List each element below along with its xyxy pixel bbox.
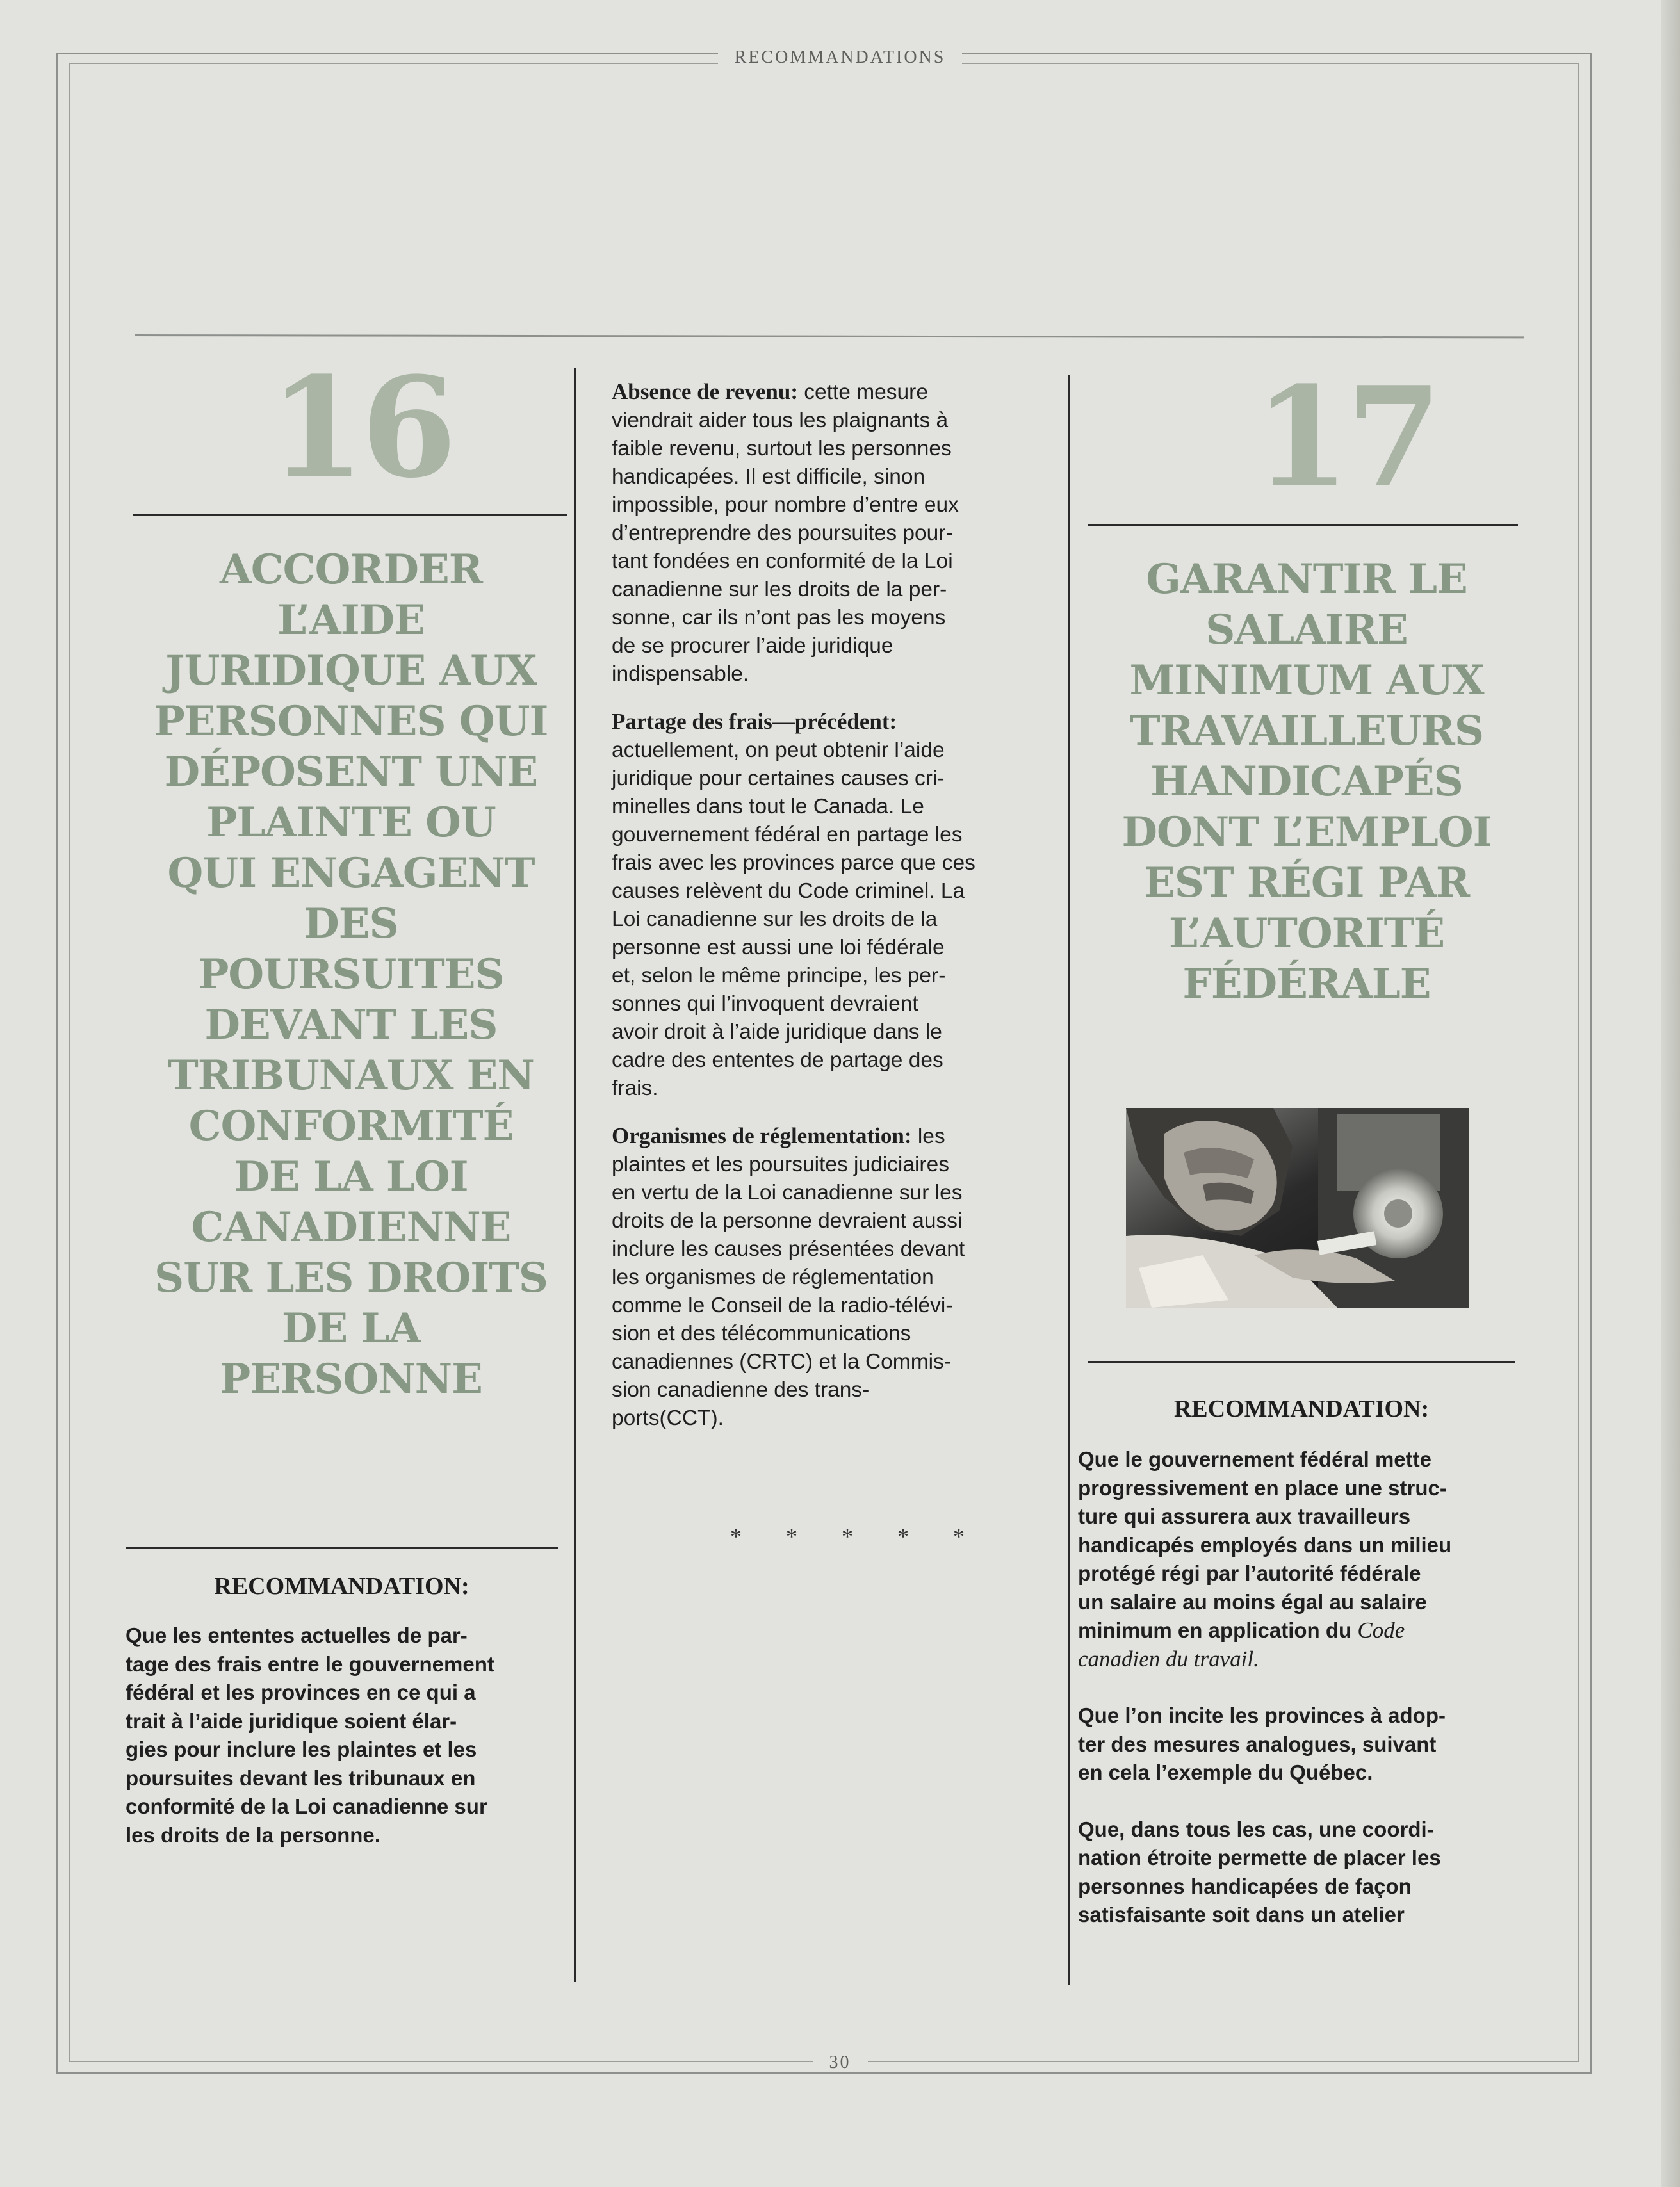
column-divider-left — [574, 368, 576, 1982]
recommendation-line: handicapés employés dans un milieu — [1078, 1533, 1452, 1557]
body-line: de se procurer l’aide juridique — [612, 634, 893, 658]
body-line: actuellement, on peut obtenir l’aide — [612, 738, 945, 762]
body-line: et, selon le même principe, les per- — [612, 964, 946, 988]
body-line: droits de la personne devraient aussi — [612, 1209, 963, 1233]
section-17-rule-bottom — [1088, 1361, 1515, 1363]
headline-line: DE LA — [281, 1305, 421, 1353]
section-16-headline — [114, 544, 588, 1404]
headline-line: DES — [304, 900, 398, 948]
headline-line: QUI ENGAGENT — [167, 849, 535, 897]
headline-line: DONT L’EMPLOI — [1121, 808, 1492, 856]
headline-line: DÉPOSENT UNE — [164, 748, 538, 796]
section-17-number: 17 — [1254, 356, 1439, 518]
recommendation-line: trait à l’aide juridique soient élar- — [126, 1709, 457, 1733]
body-line: frais avec les provinces parce que ces — [612, 851, 975, 875]
section-17-headline — [1076, 554, 1537, 1009]
headline-line: PLAINTE OU — [206, 799, 496, 847]
body-line: viendrait aider tous les plaignants à — [612, 409, 949, 432]
headline-line: ACCORDER — [220, 546, 482, 594]
headline-line: GARANTIR LE — [1146, 555, 1467, 603]
section-17-rule-top — [1088, 524, 1518, 526]
recommendation-line: personnes handicapées de façon — [1078, 1874, 1412, 1898]
headline-line: PERSONNES QUI — [154, 697, 548, 745]
recommendation-line: Que le gouvernement fédéral mette — [1078, 1447, 1431, 1471]
body-line: tant fondées en conformité de la Loi — [612, 549, 953, 573]
headline-line: JURIDIQUE AUX — [165, 647, 537, 695]
headline-line: CANADIENNE — [191, 1203, 511, 1251]
body-line: cadre des ententes de partage des — [612, 1048, 943, 1072]
body-line: les organismes de réglementation — [612, 1265, 934, 1289]
headline-line: DEVANT LES — [204, 1001, 498, 1049]
body-line: personne est aussi une loi fédérale — [612, 936, 945, 959]
section-16-recommendation-text — [126, 1622, 494, 1850]
headline-line: FÉDÉRALE — [1182, 960, 1431, 1008]
body-line: minelles dans tout le Canada. Le — [612, 795, 924, 818]
section-16-rule-bottom — [126, 1547, 558, 1549]
body-line: comme le Conseil de la radio-télévi- — [612, 1294, 953, 1317]
recommendation-line: en cela l’exemple du Québec. — [1078, 1760, 1373, 1784]
recommendation-line: les droits de la personne. — [126, 1823, 380, 1847]
body-line: inclure les causes présentées devant — [612, 1237, 965, 1261]
body-line: canadiennes (CRTC) et la Commis- — [612, 1350, 951, 1374]
code-title-italic: Code — [1357, 1618, 1405, 1643]
body-line: ports(CCT). — [612, 1406, 724, 1430]
headline-line: POURSUITES — [198, 950, 504, 998]
column-divider-right — [1068, 375, 1070, 1985]
recommendation-line: Que, dans tous les cas, une coordi- — [1078, 1817, 1434, 1841]
lead-organismes: Organismes de réglementation: — [612, 1123, 912, 1148]
headline-line: DE LA LOI — [234, 1153, 468, 1201]
body-line: en vertu de la Loi canadienne sur les — [612, 1181, 963, 1205]
headline-line: CONFORMITÉ — [188, 1102, 514, 1150]
paragraph-organismes: Organismes de réglementation: les plaintes et les poursuites judiciaires en vertu de la Loi canadienne sur les droits de la personne devraient aussi inclure les causes présentées devant les organismes de réglementation comme le Conseil de la radio-télévi- sion et des télécommunications canadiennes (CRTC) et la Commis- sion canadienne des trans- ports(CCT). — [612, 1122, 1054, 1433]
headline-line: PERSONNE — [220, 1355, 482, 1403]
recommendation-line: gies pour inclure les plaintes et les — [126, 1737, 477, 1761]
section-separator-stars: * * * * * — [730, 1524, 984, 1549]
code-title-italic: canadien du travail. — [1078, 1646, 1259, 1671]
section-16-recommendation-title: RECOMMANDATION: — [214, 1573, 469, 1600]
body-line: sion et des télécommunications — [612, 1322, 911, 1346]
page-number: 30 — [813, 2053, 868, 2072]
recommendation-line: minimum en application du Code — [1078, 1618, 1405, 1643]
body-line: Loi canadienne sur les droits de la — [612, 907, 938, 931]
body-line: avoir droit à l’aide juridique dans le — [612, 1020, 942, 1044]
body-line: indispensable. — [612, 662, 749, 686]
recommendation-line: ture qui assurera aux travailleurs — [1078, 1504, 1411, 1528]
photo-worker-at-grinding-wheel — [1126, 1108, 1469, 1308]
headline-line: SALAIRE — [1205, 606, 1408, 654]
headline-line: L’AIDE — [277, 596, 425, 644]
body-line: sonnes qui l’invoquent devraient — [612, 992, 918, 1016]
recommendation-line: conformité de la Loi canadienne sur — [126, 1794, 487, 1818]
headline-line: TRAVAILLEURS — [1129, 707, 1484, 755]
paragraph-partage-frais — [612, 708, 1054, 1103]
lead-partage-frais: Partage des frais—précédent: — [612, 709, 897, 734]
headline-line: MINIMUM AUX — [1129, 656, 1484, 704]
section-17-recommendation-text — [1078, 1445, 1451, 1930]
recommendation-line: Que l’on incite les provinces à adop- — [1078, 1703, 1446, 1727]
body-line: plaintes et les poursuites judiciaires — [612, 1153, 949, 1176]
photo-image — [1126, 1108, 1469, 1308]
column-2-text — [612, 378, 1054, 1452]
body-line: impossible, pour nombre d’entre eux — [612, 493, 959, 517]
section-17-recommendation-title: RECOMMANDATION: — [1173, 1395, 1430, 1422]
body-line: faible revenu, surtout les personnes — [612, 437, 952, 460]
recommendation-line: un salaire au moins égal au salaire — [1078, 1589, 1427, 1614]
body-line: d’entreprendre des poursuites pour- — [612, 521, 953, 545]
paragraph-absence-revenu: Absence de revenu: cette mesure viendrait aider tous les plaignants à faible revenu, surtout les personnes handicapées. Il est difficile, sinon impossible, pour nombre d’entre eux d’entreprendre des poursuites pour- tant fondées en conformité de la Loi canadienne sur les droits de la per- sonne, car ils n’ont pas les moyens de se procurer l’aide juridique indispensable. — [612, 378, 1054, 688]
headline-line: TRIBUNAUX EN — [168, 1052, 534, 1100]
headline-line: SUR LES DROITS — [154, 1254, 548, 1302]
headline-line: L’AUTORITÉ — [1168, 909, 1445, 957]
body-line: juridique pour certaines causes cri- — [612, 767, 945, 790]
body-line: frais. — [612, 1077, 658, 1100]
recommendation-line: Que les ententes actuelles de par- — [126, 1623, 468, 1647]
headline-line: EST RÉGI PAR — [1143, 859, 1470, 907]
recommendation-line: protégé régi par l’autorité fédérale — [1078, 1561, 1421, 1585]
body-line: sonne, car ils n’ont pas les moyens — [612, 606, 946, 630]
recommendation-line: poursuites devant les tribunaux en — [126, 1766, 476, 1790]
section-16-rule-top — [133, 514, 567, 516]
body-line: handicapées. Il est difficile, sinon — [612, 465, 926, 489]
running-title: RECOMMANDATIONS — [718, 47, 963, 67]
recommendation-line: fédéral et les provinces en ce qui a — [126, 1680, 476, 1704]
running-header — [0, 47, 1680, 68]
lead-absence-revenu: Absence de revenu: — [612, 379, 798, 404]
body-line: canadienne sur les droits de la per- — [612, 578, 947, 601]
body-line: gouvernement fédéral en partage les — [612, 823, 963, 847]
recommendation-line: tage des frais entre le gouvernement — [126, 1652, 494, 1676]
headline-line: HANDICAPÉS — [1150, 758, 1463, 806]
page-footer — [0, 2053, 1680, 2073]
body-line: causes relèvent du Code criminel. La — [612, 879, 965, 903]
recommendation-line: nation étroite permette de placer les — [1078, 1846, 1441, 1869]
body-line: sion canadienne des trans- — [612, 1378, 870, 1402]
recommendation-line: satisfaisante soit dans un atelier — [1078, 1903, 1405, 1926]
binding-spine — [1661, 0, 1680, 2187]
recommendation-line — [1078, 1645, 1451, 1674]
section-16-number: 16 — [269, 346, 453, 508]
recommendation-line: progressivement en place une struc- — [1078, 1476, 1447, 1500]
recommendation-line: ter des mesures analogues, suivant — [1078, 1732, 1437, 1756]
